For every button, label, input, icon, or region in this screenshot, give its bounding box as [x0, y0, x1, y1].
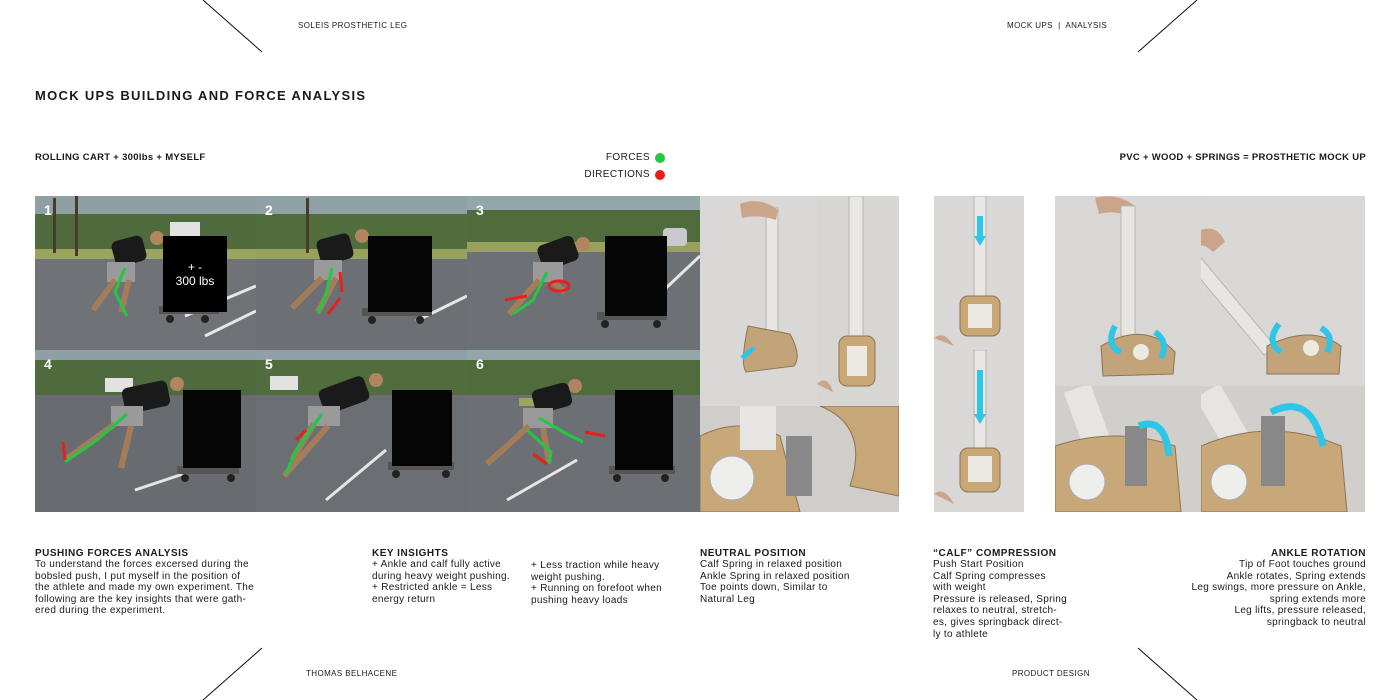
- push-photo-1: [35, 196, 256, 350]
- step-number-2: 2: [265, 202, 273, 218]
- step-number-1: 1: [44, 202, 52, 218]
- legend-forces: [560, 152, 665, 163]
- step-number-5: 5: [265, 356, 273, 372]
- ankle-line: Leg lifts, pressure released,: [1234, 605, 1366, 617]
- calf-line: Push Start Position: [933, 559, 1024, 570]
- ankle-line: spring extends more: [1269, 593, 1366, 605]
- header-left-title: SOLEIS PROSTHETIC LEG: [298, 21, 408, 30]
- neutral-heading: NEUTRAL POSITION: [700, 548, 807, 559]
- legend-directions-label: DIRECTIONS: [584, 169, 650, 180]
- push-photo-4: [35, 350, 256, 512]
- neutral-line: Calf Spring in relaxed position: [700, 559, 843, 570]
- insights-line: pushing heavy loads: [531, 594, 628, 606]
- calf-line: es, gives springback direct-: [933, 616, 1063, 628]
- mockup-ankle-release-photo: [1201, 386, 1365, 512]
- insights-heading: KEY INSIGHTS: [372, 548, 449, 559]
- neutral-caption: [700, 548, 890, 605]
- insights-caption-col2: [531, 560, 691, 606]
- legend-directions: [560, 169, 665, 180]
- mockup-neutral-side-photo: [700, 196, 817, 406]
- weight-box-label: 300 lbs: [175, 274, 215, 288]
- mockup-neutral-front-photo: [817, 196, 899, 406]
- footer-discipline: PRODUCT DESIGN: [1012, 669, 1090, 678]
- mockup-ankle-swing-photo: [1201, 196, 1365, 386]
- neutral-line: Ankle Spring in relaxed position: [700, 570, 850, 582]
- ankle-line: springback to neutral: [1266, 616, 1366, 628]
- mockup-calf-start-photo: [934, 196, 1024, 350]
- calf-line: relaxes to neutral, stretch-: [933, 605, 1058, 617]
- left-subtitle: ROLLING CART + 300lbs + MYSELF: [35, 152, 206, 163]
- pushing-line: the athlete and made my own experiment. The: [35, 582, 254, 594]
- pushing-line: To understand the forces excersed during the: [35, 559, 249, 570]
- ankle-line: Leg swings, more pressure on Ankle,: [1191, 582, 1366, 594]
- footer-author: THOMAS BELHACENE: [306, 669, 398, 678]
- insights-caption: [372, 548, 532, 605]
- ankle-line: Ankle rotates, Spring extends: [1226, 570, 1366, 582]
- neutral-line: Natural Leg: [700, 593, 755, 605]
- step-number-3: 3: [476, 202, 484, 218]
- push-photo-5: [256, 350, 467, 512]
- mockup-ankle-tip-photo: [1055, 196, 1201, 386]
- calf-line: with weight: [933, 582, 986, 594]
- push-photo-2: [256, 196, 467, 350]
- step-number-6: 6: [476, 356, 484, 372]
- insights-line: + Ankle and calf fully active: [372, 559, 502, 570]
- ankle-heading: ANKLE ROTATION: [1271, 548, 1366, 559]
- calf-caption: [933, 548, 1093, 640]
- mockup-ankle-spring-photo: [1055, 386, 1201, 512]
- push-photo-6: [467, 350, 700, 512]
- pushing-caption: [35, 548, 295, 617]
- calf-heading: “CALF” COMPRESSION: [933, 548, 1057, 559]
- legend: [560, 152, 665, 180]
- pushing-heading: PUSHING FORCES ANALYSIS: [35, 548, 189, 559]
- insights-line: + Less traction while heavy: [531, 560, 660, 571]
- insights-line: + Running on forefoot when: [531, 583, 662, 595]
- calf-line: ly to athlete: [933, 628, 989, 640]
- insights-line: during heavy weight pushing.: [372, 570, 510, 582]
- neutral-line: Toe points down, Similar to: [700, 582, 828, 594]
- legend-forces-label: FORCES: [605, 152, 650, 163]
- insights-line: weight pushing.: [531, 571, 605, 583]
- weight-box-label-top: + -: [187, 260, 203, 274]
- pushing-line: following are the key insights that were gath-: [35, 593, 247, 605]
- mockup-spring-closeup-photo: [700, 406, 899, 512]
- legend-forces-dot: [655, 153, 665, 163]
- push-photo-3: [467, 196, 700, 350]
- ankle-caption: [1145, 548, 1366, 629]
- ankle-line: Tip of Foot touches ground: [1239, 559, 1366, 570]
- pushing-line: ered during the experiment.: [35, 605, 166, 617]
- weight-box: [163, 236, 227, 312]
- header-right-title: MOCK UPS | ANALYSIS: [1007, 21, 1108, 30]
- calf-line: Calf Spring compresses: [933, 570, 1046, 582]
- insights-line: energy return: [372, 593, 436, 605]
- page-title: MOCK UPS BUILDING AND FORCE ANALYSIS: [35, 88, 367, 103]
- calf-line: Pressure is released, Spring: [933, 593, 1068, 605]
- legend-directions-dot: [655, 170, 665, 180]
- right-subtitle: PVC + WOOD + SPRINGS = PROSTHETIC MOCK UP: [1119, 152, 1366, 163]
- insights-line: + Restricted ankle = Less: [372, 582, 493, 594]
- pushing-line: bobsled push, I put myself in the position of: [35, 570, 241, 582]
- mockup-calf-compressed-photo: [934, 350, 1024, 512]
- step-number-4: 4: [44, 356, 52, 372]
